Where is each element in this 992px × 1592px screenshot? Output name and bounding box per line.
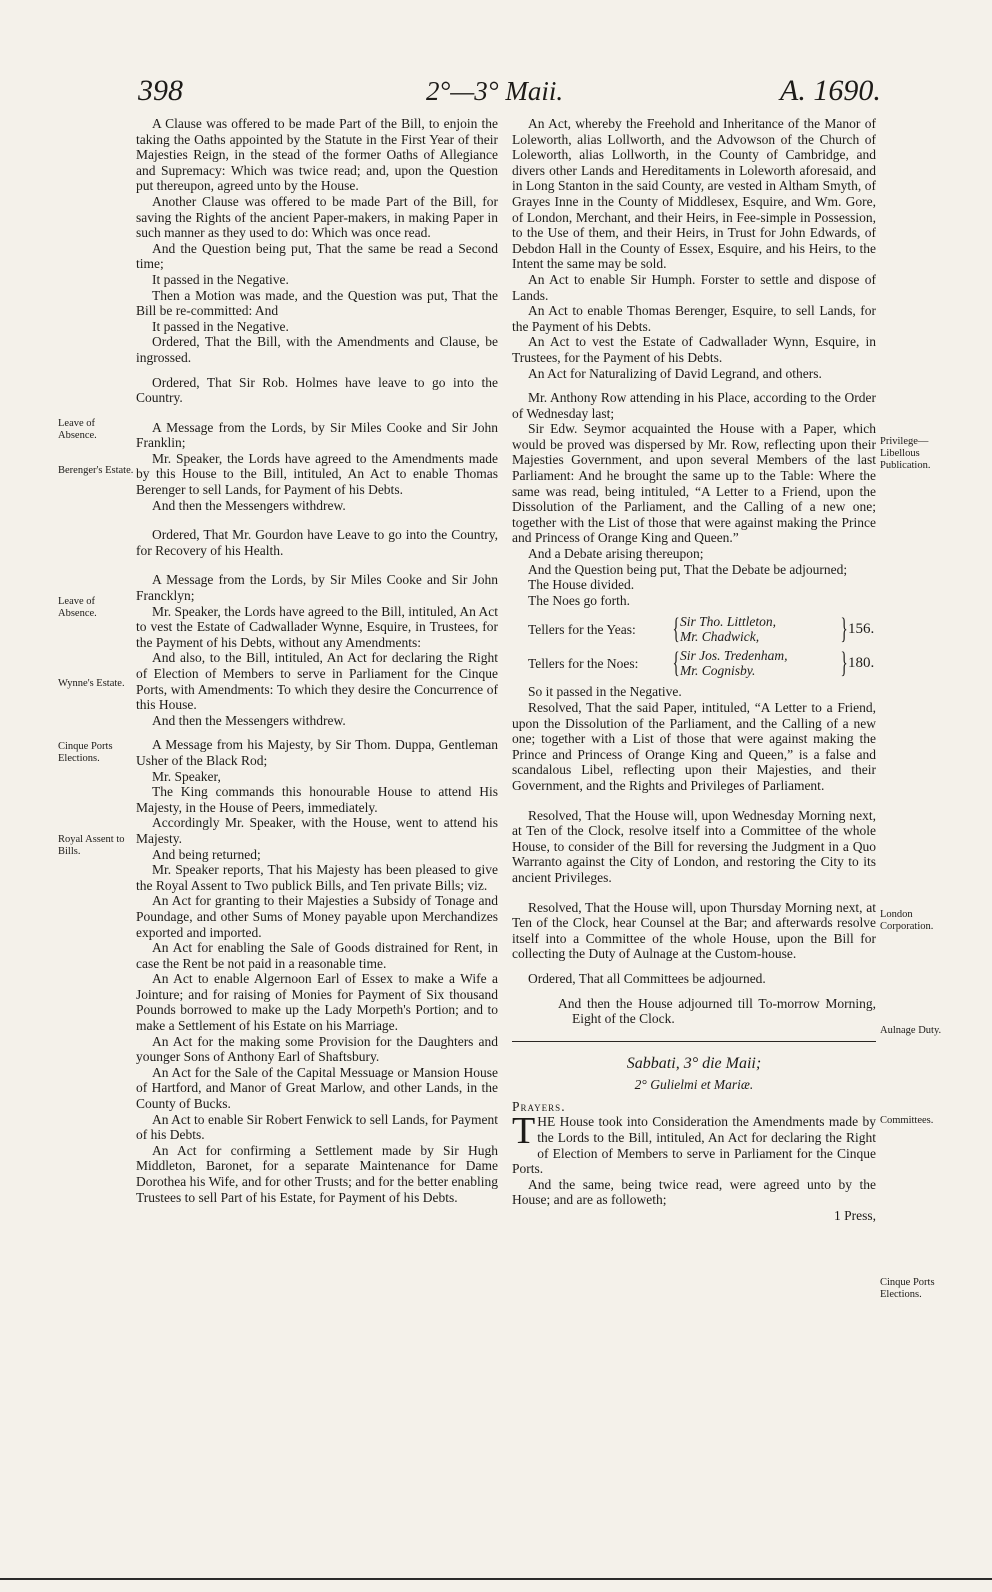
page-header [0,74,992,114]
adjournment: And then the House adjourned till To-morrow Morning, Eight of the Clock. [558,995,876,1027]
paragraph: Mr. Speaker, the Lords have agreed to the Amendments made by this House to the Bill, intituled, An Act to enable Thomas Berenger to sell Lands, for Payment of his Debts. [136,450,498,498]
tellers-names [680,614,838,644]
paragraph: An Act to enable Sir Humph. Forster to settle and dispose of Lands. [512,271,876,303]
paragraph: Ordered, That Mr. Gourdon have Leave to go into the Country, for Recovery of his Health. [136,527,498,558]
paragraph: Ordered, That the Bill, with the Amendments and Clause, be ingrossed. [136,334,498,365]
prayers-heading: Prayers. [512,1098,566,1114]
brace-icon: } [840,646,848,680]
paragraph: And being returned; [152,846,261,862]
tellers-count: 156. [848,620,875,637]
paragraph: An Act to enable Thomas Berenger, Esquire, to sell Lands, for the Payment of his Debts. [512,303,876,334]
tellers-label: Tellers for the Noes: [528,655,639,671]
paragraph: The King commands this honourable House to attend His Majesty, in the House of Peers, immediately. [136,784,498,815]
teller-name: Sir Tho. Littleton, [680,614,777,630]
tellers-names [680,648,838,678]
side-note: Cinque Ports Elections. [880,1277,935,1300]
paragraph: Accordingly Mr. Speaker, with the House, went to attend his Majesty. [136,815,498,846]
paragraph: The Noes go forth. [528,592,630,608]
page-date: 2°—3° Maii. [426,76,564,106]
paragraph: An Act, whereby the Freehold and Inheritance of the Manor of Loleworth, alias Lollworth, and the Advowson of the Church of Loleworth, alias Lollworth, in the County of Cambridge, and divers other Lands and Hereditaments in Loleworth aforesaid, and in Long Stanton in the said County, are vested in Altham Smyth, of Grayes Inne in the County of Middlesex, Esquire, and Wm. Gore, of London, Merchant, and their Heirs, in Fee-simple in Possession, to the Use of them, and their Heirs, in Trust for John Edwards, of Debdon Hall in the County of Essex, Esquire, and his Heirs, to the Intent the same may be sold. [512,116,876,272]
paragraph: It passed in the Negative. [152,271,289,287]
paragraph: Resolved, That the House will, upon Thursday Morning next, at Ten of the Clock, hear Counsel at the Bar; and afterwards resolve itself into a Committee of the whole House, upon the Bill for collecting the Duty of Aulnage at the Custom-house. [512,899,876,962]
paragraph: And the Question being put, That the same be read a Second time; [136,240,498,272]
paragraph [512,1110,876,1177]
side-note: Royal Assent to Bills. [58,834,125,857]
tellers-count: 180. [848,654,875,671]
page-number: 398 [138,74,183,107]
drop-cap: T [512,1110,536,1153]
side-note: Privilege—Libellous Publication. [880,436,931,471]
paragraph: It passed in the Negative. [152,318,289,334]
brace-icon: { [672,646,680,680]
paragraph: And then the Messengers withdrew. [152,497,346,513]
paragraph: An Act to vest the Estate of Cadwallader Wynn, Esquire, in Trustees, for the Payment of his Debts. [512,334,876,365]
reign-heading: 2° Gulielmi et Mariæ. [634,1077,754,1093]
teller-name: Mr. Cognisby. [680,663,756,679]
paragraph: Then a Motion was made, and the Question was put, That the Bill be re-committed: And [136,287,498,319]
paragraph: A Message from his Majesty, by Sir Thom. Duppa, Gentleman Usher of the Black Rod; [136,737,498,768]
side-note: Aulnage Duty. [880,1025,942,1036]
tellers-label: Tellers for the Yeas: [528,621,636,637]
paragraph: An Act for granting to their Majesties a Subsidy of Tonage and Poundage, and other Sums of Money payable upon Merchandizes exported and imported. [136,893,498,940]
day-heading: Sabbati, 3° die Maii; [626,1054,762,1072]
paragraph: Mr. Anthony Row attending in his Place, according to the Order of Wednesday last; [512,390,876,421]
paragraph: Mr. Speaker, the Lords have agreed to the Bill, intituled, An Act to vest the Estate of Cadwallader Wynne, Esquire, in Trustees, for the Payment of his Debts, without any Amendments: [136,603,498,650]
paragraph: And a Debate arising thereupon; [528,546,704,562]
paragraph: Mr. Speaker, [152,768,221,784]
divider [512,1041,876,1042]
teller-name: Sir Jos. Tredenham, [680,648,788,664]
paragraph: And also, to the Bill, intituled, An Act for declaring the Right of Election of Members to serve in Parliament for the Cinque Ports, with Amendments: To which they desire the Concurrence of this House. [136,650,498,713]
paragraph: A Message from the Lords, by Sir Miles Cooke and Sir John Franklin; [136,419,498,451]
paragraph: A Clause was offered to be made Part of the Bill, to enjoin the taking the Oaths appointed by the Statute in the First Year of their Majesties Reign, in the stead of the former Oaths of Allegiance and Supremacy: Which was twice read; and, upon the Question put thereupon, agreed unto by the House. [136,116,498,194]
paragraph: An Act for enabling the Sale of Goods distrained for Rent, in case the Rent be not paid in a reasonable time. [136,940,498,971]
left-column [136,116,498,1205]
tellers-yeas [528,612,876,646]
teller-name: Mr. Chadwick, [680,629,760,645]
paragraph: And then the Messengers withdrew. [152,712,346,728]
paragraph: Another Clause was offered to be made Part of the Bill, for saving the Rights of the ancient Paper-makers, in making Paper in such manner as they used to do: Which was once read. [136,193,498,241]
paragraph: Mr. Speaker reports, That his Majesty has been pleased to give the Royal Assent to Two publick Bills, and Ten private Bills; viz. [136,862,498,893]
paragraph: An Act for Naturalizing of David Legrand, and others. [528,365,822,381]
paragraph: And the same, being twice read, were agreed unto by the House; and are as followeth; [512,1176,876,1208]
side-note: Leave of Absence. [58,596,97,619]
paragraph: Resolved, That the said Paper, intituled, “A Letter to a Friend, upon the Dissolution of the Parliament, and the Calling of a new one; together with a List of those that were against making the Prince and Princess of Orange King and Queen,” is a false and scandalous Libel, reflecting upon their Majesties, and their Government, and the Rights and Privileges of Parliament. [512,700,876,793]
brace-icon: { [672,612,680,646]
side-note: Leave of Absence. [58,418,97,441]
paragraph: An Act for the Sale of the Capital Messuage or Mansion House of Hartford, and Manor of Great Marlow, and other Lands, in the County of Bucks. [136,1064,498,1112]
paragraph: A Message from the Lords, by Sir Miles Cooke and Sir John Francklyn; [136,572,498,604]
paragraph: An Act to enable Sir Robert Fenwick to sell Lands, for Payment of his Debts. [136,1111,498,1143]
tellers-block [528,612,876,680]
paragraph: An Act for confirming a Settlement made by Sir Hugh Middleton, Baronet, for a separate Maintenance for Dame Dorothea his Wife, and for other Trusts; and for the better enabling Trustees to sell Part of his Estate, for Payment of his Debts. [136,1142,498,1205]
paragraph: An Act to enable Algernoon Earl of Essex to make a Wife a Jointure; and for raising of Monies for Payment of Six thousand Pounds borrowed to make up the Lady Morpeth's Portion; and to make a Settlement of his Estate on his Marriage. [136,971,498,1034]
page-year: A. 1690. [780,74,881,107]
side-note: Cinque Ports Elections. [58,741,113,764]
paragraph: So it passed in the Negative. [528,684,682,700]
side-note: Committees. [880,1115,934,1126]
tellers-noes [528,646,876,680]
paragraph: Ordered, That Sir Rob. Holmes have leave to go into the Country. [136,374,498,406]
paragraph: And the Question being put, That the Debate be adjourned; [528,561,848,577]
paragraph: An Act for the making some Provision for the Daughters and younger Sons of Anthony Earl of Shaftsbury. [136,1033,498,1065]
paragraph: Resolved, That the House will, upon Wednesday Morning next, at Ten of the Clock, resolve itself into a Committee of the whole House, to consider of the Bill for reversing the Judgment in a Quo Warranto against the City of London, and restoring the City to its ancient Privileges. [512,807,876,885]
side-note: London Corporation. [880,909,934,932]
right-column [512,116,876,1224]
paragraph-text: HE House took into Consideration the Amendments made by the Lords to the Bill, intituled, An Act for declaring the Right of Election of Members to serve in Parliament for the Cinque Ports. [512,1114,876,1177]
bottom-rule [0,1578,992,1580]
paragraph: The House divided. [528,577,635,593]
side-note: Wynne's Estate. [58,678,125,689]
paragraph: Sir Edw. Seymor acquainted the House with a Paper, which would be proved was dispersed by Mr. Row, reflecting upon their Majesties Government, and upon several Members of the last Parliament: And he brought the same up to the Table: Where the same was read, being intituled, “A Letter to a Friend, upon the Dissolution of the Parliament, and the Calling of a new one; together with the List of those that were against making the Prince and Princess of Orange King and Queen.” [512,421,876,546]
catchword: 1 Press, [833,1208,876,1224]
paragraph: Ordered, That all Committees be adjourned. [528,970,766,986]
side-note: Berenger's Estate. [58,465,134,476]
brace-icon: } [840,612,848,646]
